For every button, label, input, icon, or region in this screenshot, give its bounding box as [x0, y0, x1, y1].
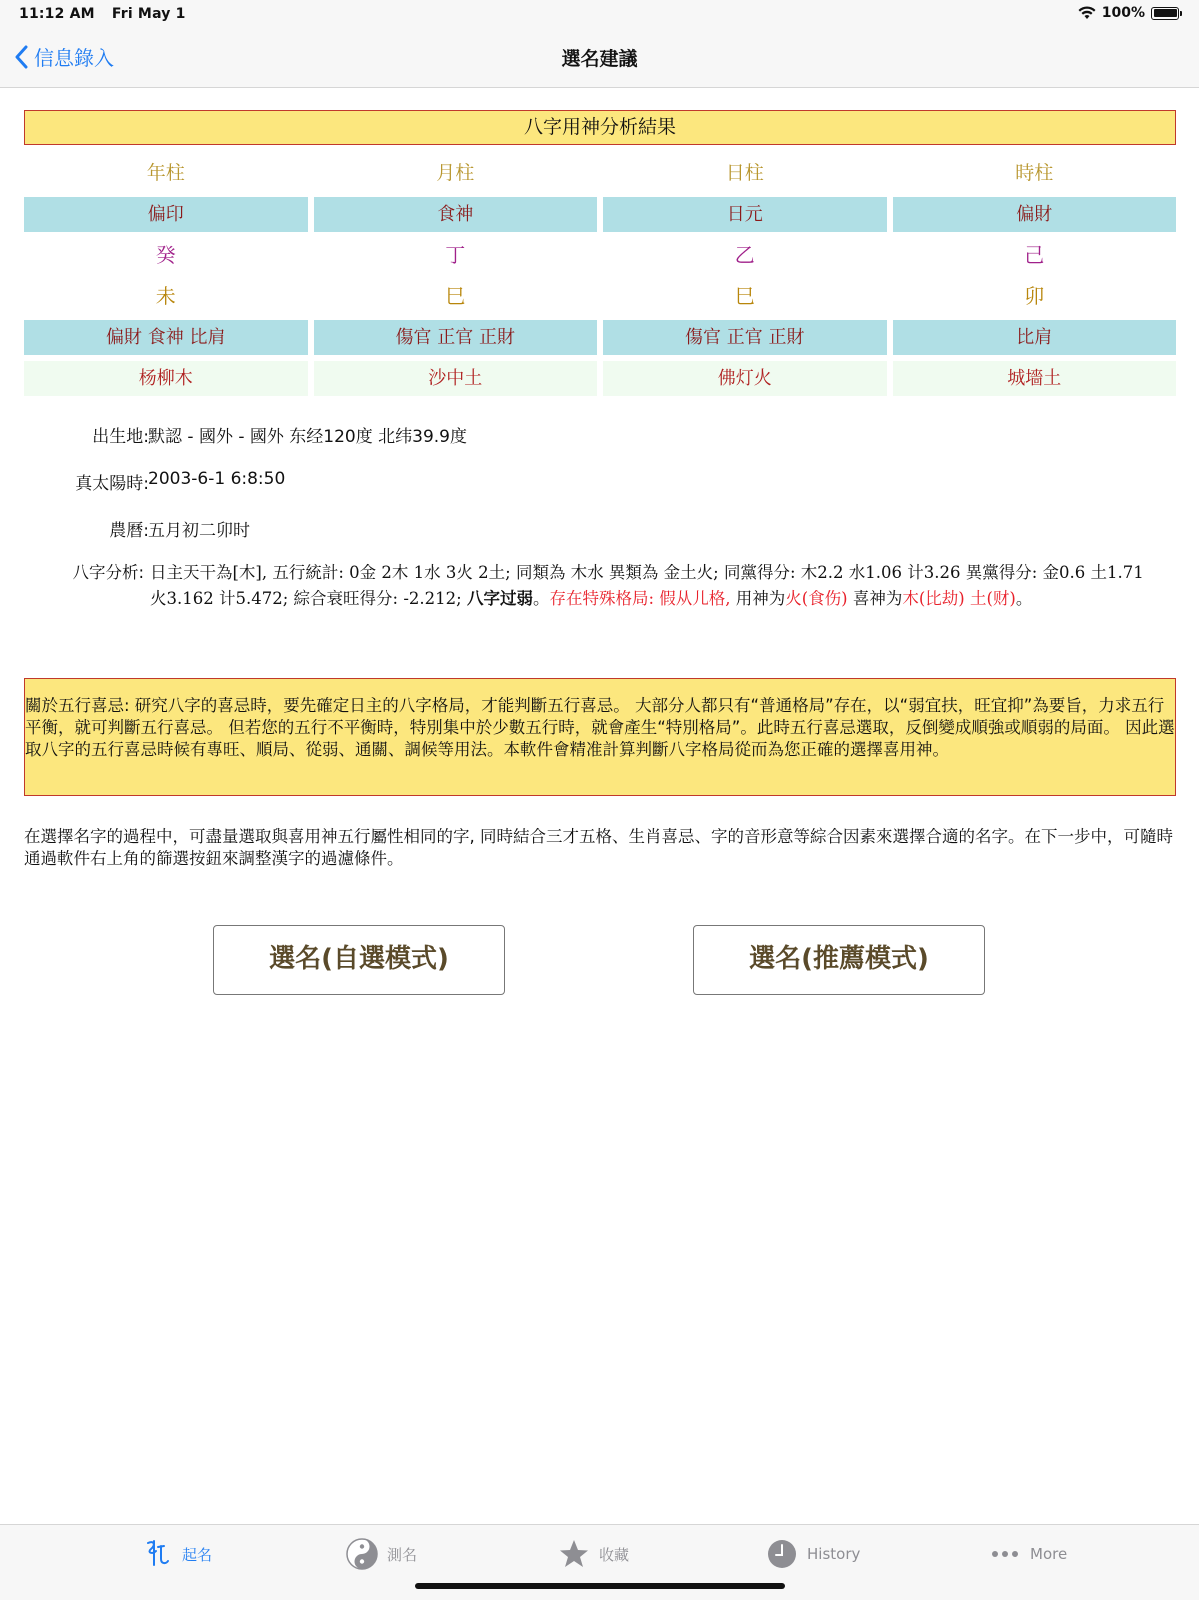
analysis-part: 。 [1015, 589, 1033, 608]
pillar-header: 年柱 [146, 162, 185, 184]
birthplace-value: 默認 - 國外 - 國外 东经120度 北纬39.9度 [148, 427, 467, 447]
hidden-gods-row [24, 320, 1176, 355]
analysis-part: 喜神为 [847, 589, 903, 608]
birthplace-label: 出生地: [92, 427, 149, 447]
recommend-mode-button[interactable]: 選名(推薦模式) [693, 925, 985, 995]
analysis-part: 用神为 [735, 589, 786, 608]
battery-percent: 100% [1101, 5, 1145, 21]
star-icon [557, 1537, 591, 1571]
more-dots-icon [988, 1537, 1022, 1571]
lunar-date-value: 五月初二卯时 [148, 521, 250, 541]
heavenly-stems-row [24, 238, 1176, 273]
nayin-cell: 城墻土 [893, 361, 1177, 396]
pillar-header: 時柱 [1015, 162, 1054, 184]
navigation-bar [0, 28, 1199, 88]
tab-more[interactable] [988, 1537, 1067, 1571]
branch-cell: 巳 [734, 284, 755, 308]
clock-icon [765, 1537, 799, 1571]
status-bar [0, 0, 1199, 28]
home-indicator [415, 1583, 785, 1589]
tab-label: 收藏 [599, 1545, 630, 1564]
status-time-date [19, 6, 198, 22]
tab-label: 測名 [387, 1545, 418, 1564]
hidden-god-cell: 比肩 [893, 320, 1177, 355]
nayin-cell: 佛灯火 [603, 361, 887, 396]
battery-icon [1151, 7, 1179, 20]
analysis-special-pattern: 存在特殊格局: 假从儿格, [549, 589, 736, 608]
self-select-mode-button[interactable]: 選名(自選模式) [213, 925, 505, 995]
nayin-cell: 沙中土 [314, 361, 598, 396]
status-date: Fri May 1 [111, 6, 186, 22]
status-time: 11:12 AM [19, 6, 95, 22]
back-button-label: 信息錄入 [34, 46, 114, 70]
solar-time-label: 真太陽時: [75, 474, 149, 494]
ten-god-cell: 偏財 [893, 197, 1177, 232]
tab-name-test[interactable] [345, 1537, 417, 1571]
five-elements-note: 關於五行喜忌: 研究八字的喜忌時，要先確定日主的八字格局，才能判斷五行喜忌。 大部分人都只有“普通格局”存在，以“弱宜扶，旺宜抑”為要旨，力求五行平衡，就可判斷五行喜忌。 但若您的五行不平衡時，特別集中於少數五行時，就會產生“特別格局”。此時五行喜忌選取，反倒變成順強或順弱的局面。 因此選取八字的五行喜忌時候有專旺、順局、從弱、通關、調候等用法。本軟件會精准計算判斷八字格局從而為您正確的選擇喜用神。 [24, 678, 1176, 796]
naming-description: 在選擇名字的過程中，可盡量選取與喜用神五行屬性相同的字, 同時結合三才五格、生肖喜忌、字的音形意等綜合因素來選擇合適的名字。在下一步中，可隨時通過軟件右上角的篩選按鈕來調整漢字的過濾條件。 [24, 827, 1173, 868]
solar-time-value: 2003-6-1 6:8:50 [148, 469, 286, 489]
analysis-strength: 八字过弱 [466, 589, 533, 608]
stem-cell: 癸 [155, 243, 176, 267]
analysis-text [150, 560, 1160, 612]
ten-god-cell: 食神 [314, 197, 598, 232]
earthly-branches-row [24, 279, 1176, 314]
stem-cell: 己 [1024, 243, 1045, 267]
analysis-favorable-god: 木(比劫) 土(财) [902, 589, 1016, 608]
tab-label: More [1030, 1545, 1068, 1563]
tab-label: History [807, 1545, 861, 1563]
naming-icon [140, 1537, 174, 1571]
result-banner: 八字用神分析結果 [24, 110, 1176, 145]
tab-naming[interactable] [140, 1537, 212, 1571]
ten-god-cell: 偏印 [24, 197, 308, 232]
branch-cell: 卯 [1024, 284, 1045, 308]
nayin-row [24, 361, 1176, 396]
nayin-cell: 杨柳木 [24, 361, 308, 396]
tab-favorites[interactable] [557, 1537, 629, 1571]
branch-cell: 巳 [445, 284, 466, 308]
pillar-header-row [24, 156, 1176, 191]
analysis-part: 。 [532, 589, 550, 608]
hidden-god-cell: 傷官 正官 正財 [603, 320, 887, 355]
tab-label: 起名 [182, 1545, 213, 1564]
wifi-icon [1078, 6, 1096, 20]
ten-gods-row [24, 197, 1176, 232]
yin-yang-icon [345, 1537, 379, 1571]
lunar-date-label: 農曆: [109, 521, 149, 541]
pillars-table [24, 156, 1176, 402]
analysis-part: 日主天干為[木], 五行統計: 0金 2木 1水 3火 2土; 同類為 木水 異類為 金土火; 同黨得分: 木2.2 水1.06 计3.26 異黨得分: 金0.6 土1.71 火3.162 计5.472; 綜合衰旺得分: -2.212; [150, 563, 1144, 608]
pillar-header: 日柱 [725, 162, 764, 184]
branch-cell: 未 [155, 284, 176, 308]
stem-cell: 乙 [734, 243, 755, 267]
ten-god-cell: 日元 [603, 197, 887, 232]
tab-history[interactable] [765, 1537, 860, 1571]
hidden-god-cell: 傷官 正官 正財 [314, 320, 598, 355]
stem-cell: 丁 [445, 243, 466, 267]
hidden-god-cell: 偏財 食神 比肩 [24, 320, 308, 355]
status-indicators [1078, 5, 1179, 21]
analysis-label: 八字分析: [72, 563, 144, 582]
analysis-useful-god: 火(食伤) [785, 589, 848, 608]
pillar-header: 月柱 [436, 162, 475, 184]
page-title: 選名建議 [561, 48, 638, 70]
